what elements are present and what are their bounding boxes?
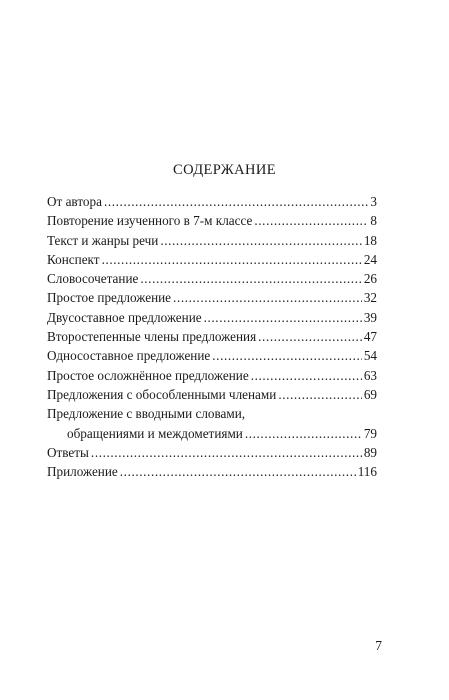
toc-entry-page: 8: [370, 213, 377, 229]
toc-entry-title: От автора: [47, 194, 102, 209]
toc-entry-page: 54: [363, 348, 377, 364]
toc-entry-complicated-sentence: [47, 366, 377, 385]
toc-entry-page: 79: [363, 425, 377, 441]
toc-entry-text-genres: [47, 231, 377, 250]
toc-entry-word-combination: [47, 269, 377, 288]
dot-leader: [104, 192, 368, 211]
dot-leader: [91, 443, 362, 462]
dot-leader: [245, 424, 362, 443]
toc-entry-page: 18: [363, 232, 377, 248]
toc-entry-page: 26: [363, 271, 377, 287]
toc-entry-isolated-members: [47, 385, 377, 404]
dot-leader: [254, 211, 368, 230]
toc-entry-page: 69: [363, 386, 377, 402]
toc-entry-page: 32: [363, 290, 377, 306]
toc-entry-title-line2: обращениями и междометиями: [67, 425, 243, 441]
dot-leader: [278, 385, 362, 404]
toc-entry-title: Ответы: [47, 444, 89, 460]
toc-entry-answers: [47, 443, 377, 462]
toc-entry-page: 39: [363, 309, 377, 325]
table-of-contents: [47, 192, 377, 481]
toc-entry-secondary-members: [47, 327, 377, 346]
toc-entry-title: Простое предложение: [47, 290, 172, 306]
toc-entry-two-part-sentence: [47, 308, 377, 327]
toc-entry-title: Текст и жанры речи: [47, 232, 159, 248]
dot-leader: [120, 462, 356, 481]
toc-entry-summary: [47, 250, 377, 269]
toc-entry-title: Второстепенные члены предложения: [47, 329, 257, 345]
dot-leader: [204, 308, 362, 327]
toc-entry-page: 47: [363, 329, 377, 345]
toc-entry-page: 63: [363, 367, 377, 383]
toc-entry-review: [47, 211, 377, 230]
dot-leader: [258, 327, 362, 346]
toc-entry-simple-sentence: [47, 288, 377, 307]
toc-entry-title: Предложения с обособленными членами: [47, 386, 277, 402]
toc-entry-one-part-sentence: [47, 346, 377, 365]
page-title: СОДЕРЖАНИЕ: [173, 162, 276, 178]
toc-entry-page: 3: [370, 194, 377, 209]
dot-leader: [212, 346, 362, 365]
toc-entry-introductory-words: [47, 404, 377, 443]
toc-entry-title: Конспект: [47, 251, 100, 267]
dot-leader: [173, 288, 362, 307]
dot-leader: [160, 231, 361, 250]
toc-entry-title: Словосочетание: [47, 271, 139, 287]
dot-leader: [140, 269, 361, 288]
toc-entry-title-line1: Предложение с вводными словами,: [47, 406, 246, 422]
toc-entry-page: 116: [357, 464, 377, 480]
dot-leader: [102, 250, 362, 269]
toc-entry-appendix: [47, 462, 377, 481]
dot-leader: [251, 366, 362, 385]
toc-entry-page: 89: [363, 444, 377, 460]
toc-entry-page: 24: [363, 251, 377, 267]
toc-entry-title: Простое осложнённое предложение: [47, 367, 249, 383]
page-number: 7: [375, 638, 382, 653]
toc-entry-title: Двусоставное предложение: [47, 309, 202, 325]
toc-entry-title: Повторение изученного в 7-м классе: [47, 213, 253, 229]
toc-entry-title: Приложение: [47, 464, 118, 480]
toc-entry-title: Односоставное предложение: [47, 348, 211, 364]
toc-entry-author-note: [47, 192, 377, 211]
